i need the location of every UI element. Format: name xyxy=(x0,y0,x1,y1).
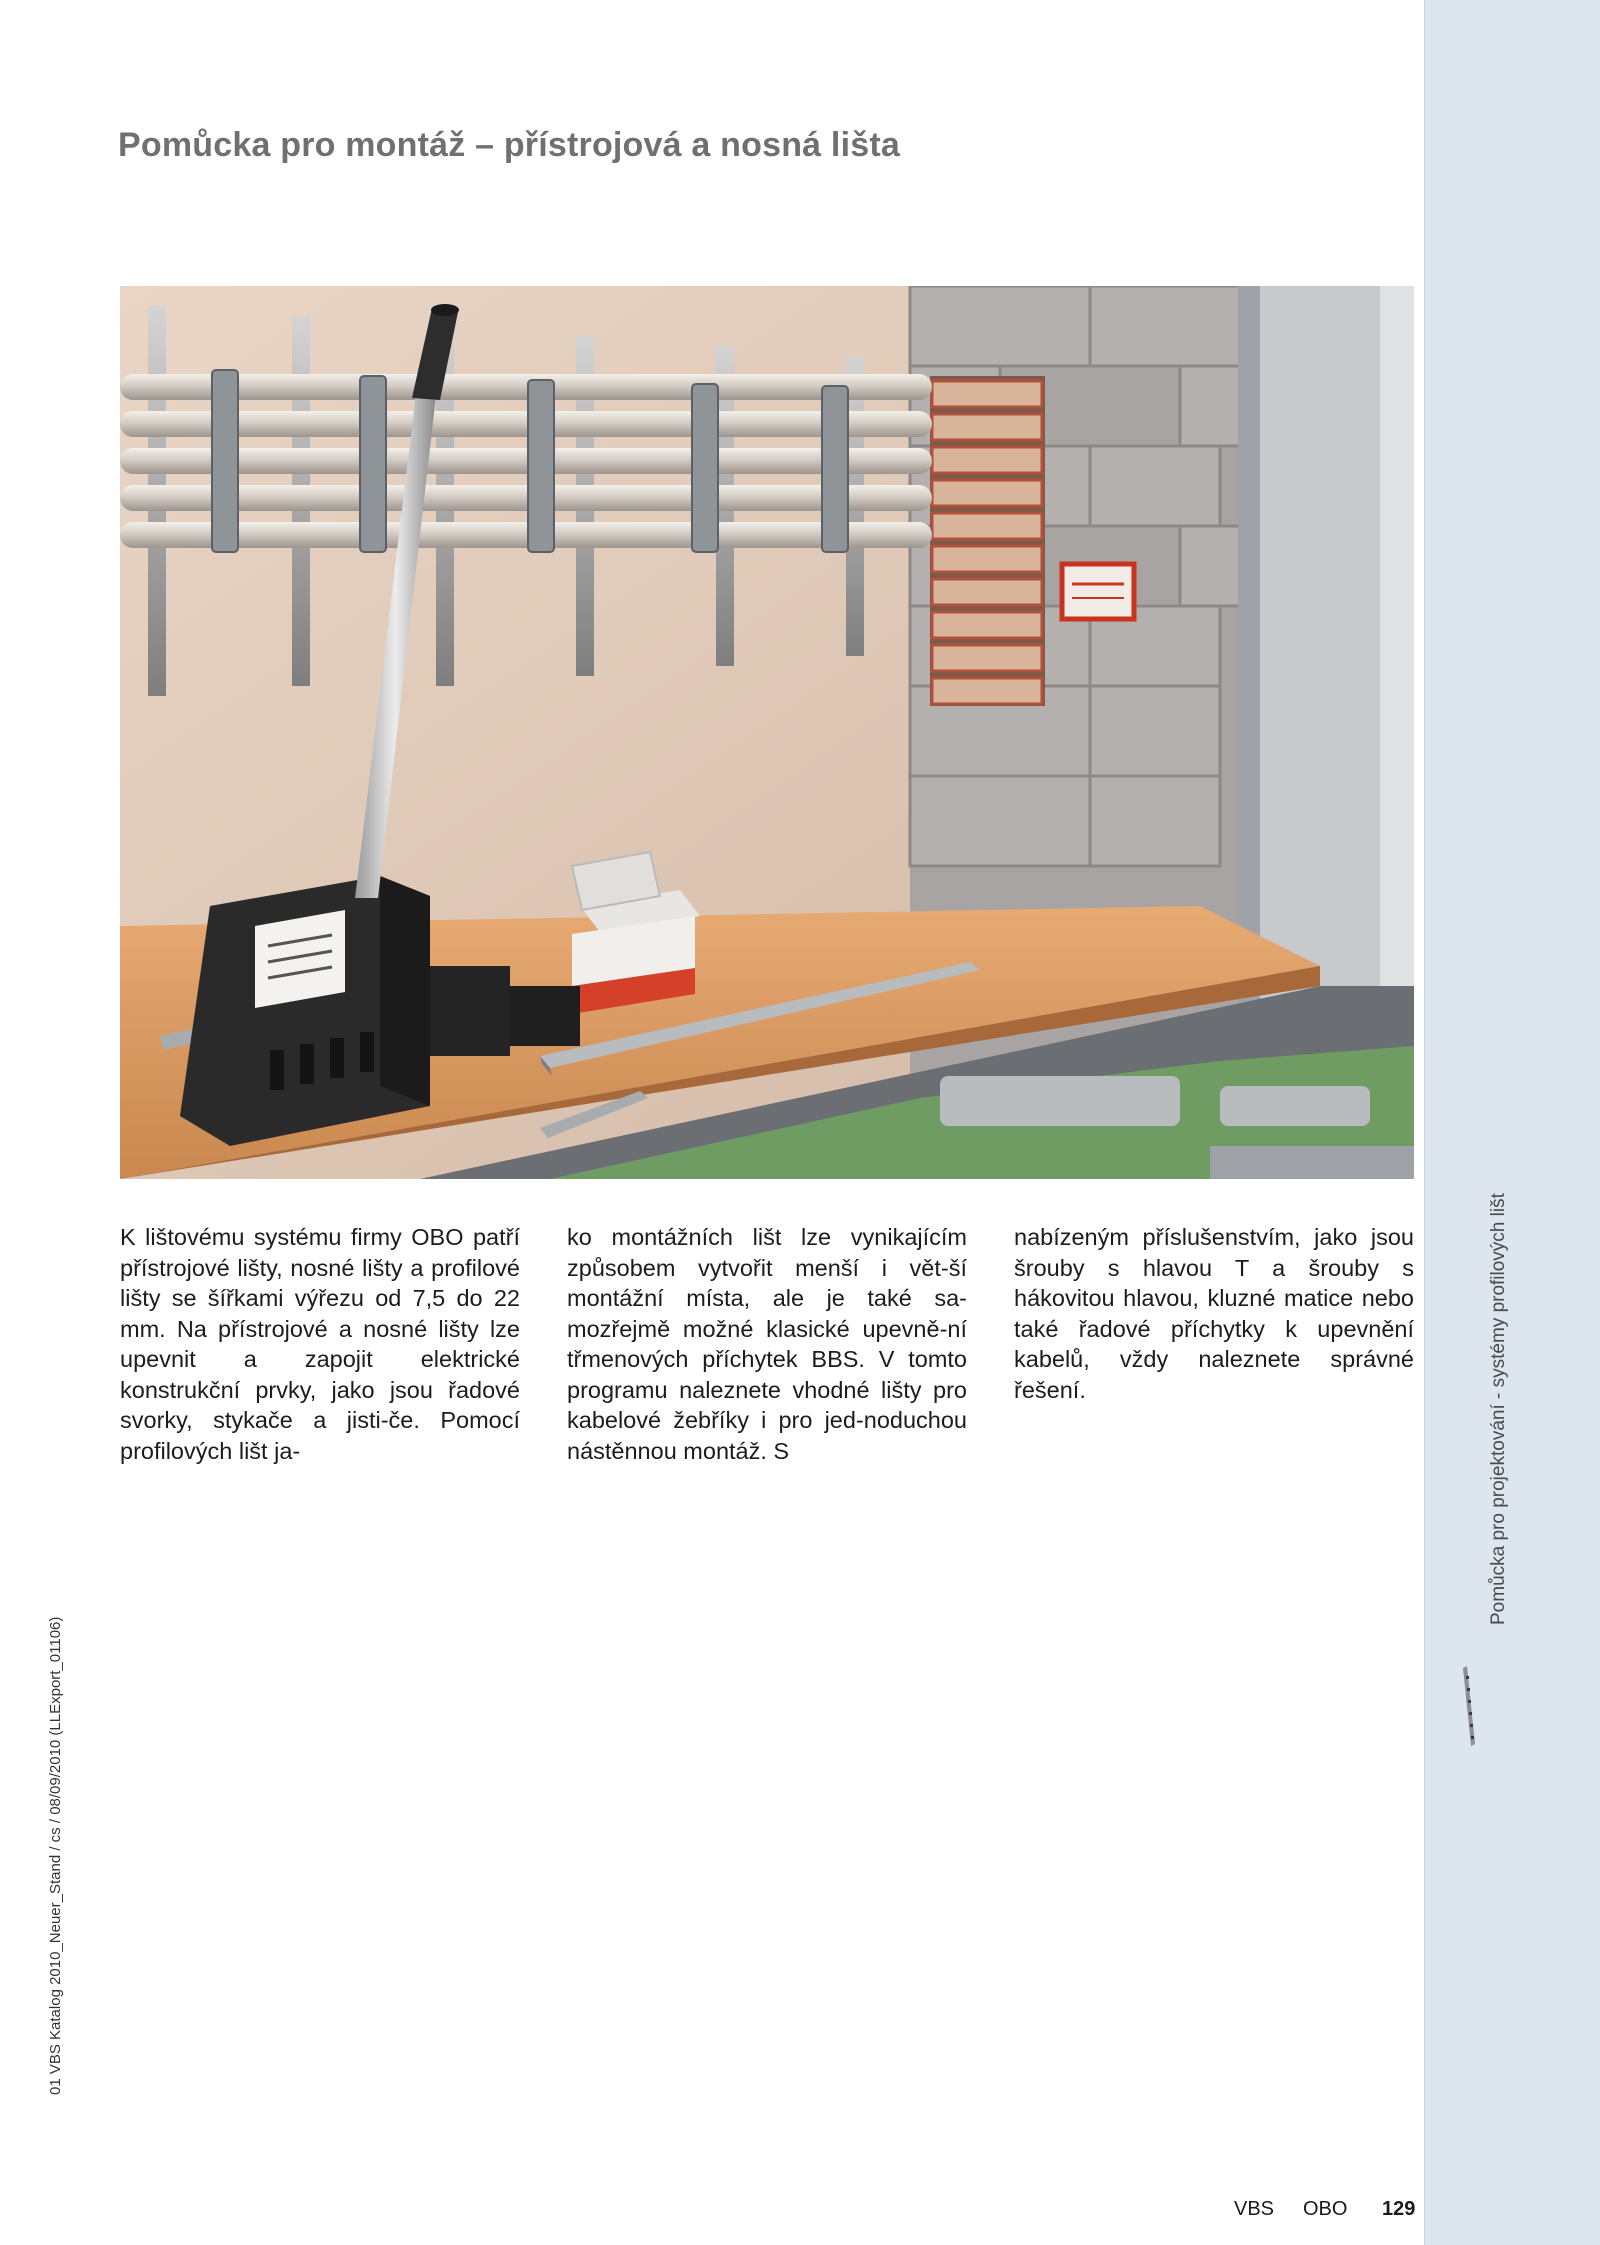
product-photo xyxy=(120,286,1414,1179)
export-info: 01 VBS Katalog 2010_Neuer_Stand / cs / 08/09/2010 (LLExport_01106) xyxy=(47,1616,64,2095)
footer-section: VBS xyxy=(1234,2198,1275,2220)
footer-brand: OBO xyxy=(1303,2198,1348,2220)
side-strip xyxy=(1424,0,1600,2245)
body-text-column-1: K lištovému systému firmy OBO patří přístrojové lišty, nosné lišty a profilové lišty se šířkami výřezu od 7,5 do 22 mm. Na přístrojové a nosné lišty lze upevnit a zapojit elektrické konstrukční prvky, jako jsou řadové svorky, stykače a jisti-če. Pomocí profilových lišt ja- xyxy=(120,1224,520,1464)
body-text-column-3: nabízeným příslušenstvím, jako jsou šrouby s hlavou T a šrouby s hákovitou hlavou, kluzné matice nebo také řadové příchytky k upevnění kabelů, vždy naleznete správné řešení. xyxy=(1014,1224,1414,1403)
side-section-caption: Pomůcka pro projektování - systémy profilových lišt xyxy=(1488,1193,1509,1625)
page-number: 129 xyxy=(1382,2198,1416,2220)
body-text-column-2: ko montážních lišt lze vynikajícím způsobem vytvořit menší i vět-ší montážní místa, ale je také sa-mozřejmě možné klasické upevně-ní třmenových příchytek BBS. V tomto programu naleznete vhodné lišty pro kabelové žebříky i pro jed-noduchou nástěnnou montáž. S xyxy=(567,1224,967,1464)
page-title: Pomůcka pro montáž – přístrojová a nosná lišta xyxy=(118,126,900,164)
rail-icon xyxy=(1462,1666,1476,1746)
